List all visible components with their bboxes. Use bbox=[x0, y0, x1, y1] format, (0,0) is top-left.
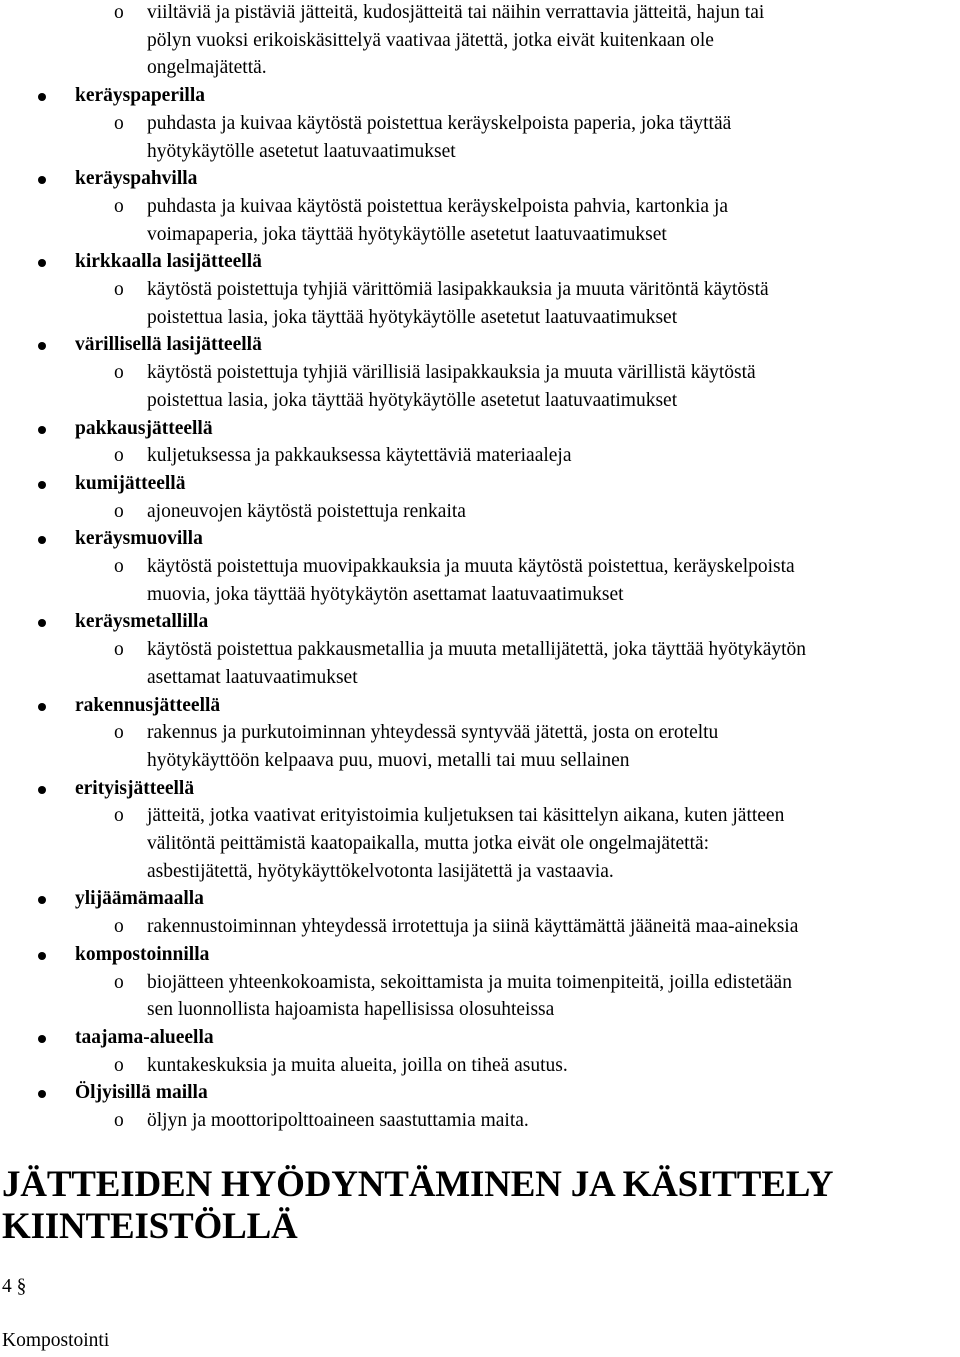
sub-bullet-icon: o bbox=[114, 362, 124, 384]
definition-term: keräyspaperilla bbox=[75, 85, 205, 107]
sub-bullet-icon: o bbox=[114, 279, 124, 300]
definition-term: kirkkaalla lasijätteellä bbox=[75, 251, 262, 273]
definition-text-line: hyötykäyttöön kelpaava puu, muovi, metalli tai muu sellainen bbox=[147, 749, 630, 771]
definition-text-line: poistettua lasia, joka täyttää hyötykäytölle asetetut laatuvaatimukset bbox=[147, 306, 678, 328]
definition-term: keräysmuovilla bbox=[75, 528, 203, 550]
definition-text-line: ongelmajätettä. bbox=[147, 57, 267, 79]
definition-text-line: käytöstä poistettuja muovipakkauksia ja muuta käytöstä poistettua, keräyskelpoista bbox=[147, 556, 795, 577]
definition-text-line: öljyn ja moottoripolttoaineen saastuttamia maita. bbox=[147, 1110, 529, 1131]
sub-bullet-icon: o bbox=[114, 722, 124, 744]
bullet-icon bbox=[38, 1090, 46, 1098]
definition-term: keräysmetallilla bbox=[75, 611, 209, 633]
bullet-icon bbox=[38, 619, 46, 627]
definition-text-line: voimapaperia, joka täyttää hyötykäytölle asetetut laatuvaatimukset bbox=[147, 223, 667, 245]
sub-bullet-icon: o bbox=[114, 971, 124, 993]
definition-text-line: kuljetuksessa ja pakkauksessa käytettäviä materiaaleja bbox=[147, 445, 572, 467]
bullet-icon bbox=[38, 342, 46, 350]
definition-text-line: jätteitä, jotka vaativat erityistoimia kuljetuksen tai käsittelyn aikana, kuten jätteen bbox=[147, 805, 785, 827]
definition-term: kompostoinnilla bbox=[75, 943, 210, 965]
sub-bullet-icon: o bbox=[114, 639, 124, 661]
section-heading-line-2: KIINTEISTÖLLÄ bbox=[2, 1206, 298, 1247]
bullet-icon bbox=[38, 426, 46, 434]
section-subtitle: Kompostointi bbox=[2, 1330, 110, 1351]
bullet-icon bbox=[38, 1035, 46, 1043]
definition-text-line: biojätteen yhteenkokoamista, sekoittamista ja muita toimenpiteitä, joilla edistetään bbox=[147, 971, 792, 993]
sub-bullet-icon: o bbox=[114, 500, 124, 522]
definition-term: erityisjätteellä bbox=[75, 777, 195, 799]
bullet-icon bbox=[38, 481, 46, 489]
definition-term: ylijäämämaalla bbox=[75, 888, 204, 910]
bullet-icon bbox=[38, 952, 46, 960]
definition-text-line: rakennustoiminnan yhteydessä irrotettuja ja siinä käyttämättä jääneitä maa-aineksia bbox=[147, 916, 799, 938]
sub-bullet-icon: o bbox=[114, 805, 124, 827]
sub-bullet-icon: o bbox=[114, 1110, 124, 1131]
bullet-icon bbox=[38, 786, 46, 794]
definition-text-line: sen luonnollista hajoamista hapellisissa olosuhteissa bbox=[147, 999, 555, 1021]
bullet-icon bbox=[38, 93, 46, 101]
definition-text-line: hyötykäytölle asetetut laatuvaatimukset bbox=[147, 140, 456, 162]
definition-term: rakennusjätteellä bbox=[75, 694, 221, 716]
definition-text-line: asettamat laatuvaatimukset bbox=[147, 666, 358, 688]
definition-text-line: puhdasta ja kuivaa käytöstä poistettua keräyskelpoista pahvia, kartonkia ja bbox=[147, 195, 729, 217]
sub-bullet-icon: o bbox=[114, 112, 124, 134]
sub-bullet-icon: o bbox=[114, 916, 124, 938]
definition-text-line: muovia, joka täyttää hyötykäytön asettamat laatuvaatimukset bbox=[147, 583, 624, 605]
sub-bullet-icon: o bbox=[114, 195, 124, 217]
definition-text-line: käytöstä poistettuja tyhjiä värittömiä lasipakkauksia ja muuta väritöntä käytöstä bbox=[147, 279, 769, 300]
definition-text-line: poistettua lasia, joka täyttää hyötykäytölle asetetut laatuvaatimukset bbox=[147, 389, 678, 411]
definition-term: Öljyisillä mailla bbox=[75, 1082, 208, 1104]
sub-bullet-icon: o bbox=[114, 556, 124, 577]
definition-text-line: käytöstä poistettua pakkausmetallia ja muuta metallijätettä, joka täyttää hyötykäytön bbox=[147, 639, 807, 661]
sub-bullet-icon: o bbox=[114, 445, 124, 467]
definition-text-line: viiltäviä ja pistäviä jätteitä, kudosjätteitä tai näihin verrattavia jätteitä, hajun tai bbox=[147, 2, 765, 23]
definition-term: taajama-alueella bbox=[75, 1026, 214, 1048]
definition-term: värillisellä lasijätteellä bbox=[75, 334, 262, 356]
bullet-icon bbox=[38, 259, 46, 267]
bullet-icon bbox=[38, 703, 46, 711]
definition-term: keräyspahvilla bbox=[75, 168, 198, 190]
definition-text-line: asbestijätettä, hyötykäyttökelvotonta lasijätettä ja vastaavia. bbox=[147, 860, 614, 882]
definition-term: kumijätteellä bbox=[75, 472, 186, 494]
definition-text-line: kuntakeskuksia ja muita alueita, joilla on tiheä asutus. bbox=[147, 1054, 568, 1076]
section-number: 4 § bbox=[2, 1276, 27, 1297]
definition-text-line: välitöntä peittämistä kaatopaikalla, mutta jotka eivät ole ongelmajätettä: bbox=[147, 833, 710, 854]
definition-text-line: ajoneuvojen käytöstä poistettuja renkaita bbox=[147, 500, 466, 522]
sub-bullet-icon: o bbox=[114, 2, 124, 23]
section-heading-line-1: JÄTTEIDEN HYÖDYNTÄMINEN JA KÄSITTELY bbox=[2, 1164, 834, 1205]
bullet-icon bbox=[38, 896, 46, 904]
definition-term: pakkausjätteellä bbox=[75, 417, 213, 439]
definition-text-line: käytöstä poistettuja tyhjiä värillisiä lasipakkauksia ja muuta värillistä käytöstä bbox=[147, 362, 756, 384]
bullet-icon bbox=[38, 536, 46, 544]
definition-text-line: rakennus ja purkutoiminnan yhteydessä syntyvää jätettä, josta on eroteltu bbox=[147, 722, 719, 744]
definition-text-line: puhdasta ja kuivaa käytöstä poistettua keräyskelpoista paperia, joka täyttää bbox=[147, 112, 732, 134]
sub-bullet-icon: o bbox=[114, 1054, 124, 1076]
definition-text-line: pölyn vuoksi erikoiskäsittelyä vaativaa jätettä, jotka eivät kuitenkaan ole bbox=[147, 29, 714, 51]
bullet-icon bbox=[38, 176, 46, 184]
